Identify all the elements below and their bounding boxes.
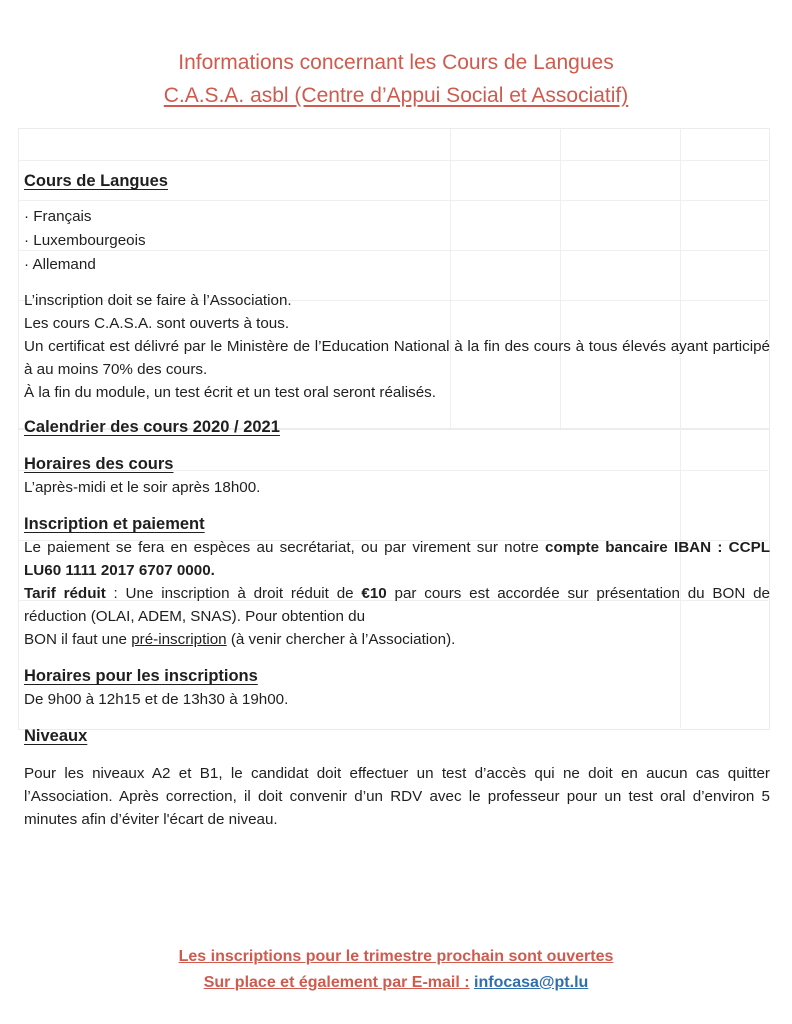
tarif-text-b: par cours est accordée sur présentation du BON de réduction (OLAI, ADEM, SNAS). Pour obtention du xyxy=(24,585,770,625)
section-title-inscription: Inscription et paiement xyxy=(24,515,205,533)
hours-text: L’après-midi et le soir après 18h00. xyxy=(24,479,261,496)
iban-text: compte bancaire IBAN : CCPL LU60 1111 2017 6707 0000. xyxy=(24,539,770,579)
courses-line: L’inscription doit se faire à l’Association. xyxy=(24,292,292,309)
courses-paragraph xyxy=(24,289,770,404)
footer-contact xyxy=(0,970,792,996)
list-item: · Luxembourgeois xyxy=(24,229,770,253)
ghost-line xyxy=(18,160,768,161)
list-item: · Allemand xyxy=(24,253,770,277)
bon-line xyxy=(24,628,770,651)
tarif-text-a: : Une inscription à droit réduit de xyxy=(105,585,362,602)
footer-contact-label: Sur place et également par E-mail : xyxy=(203,974,470,991)
list-item: · Français xyxy=(24,205,770,229)
tarif-amount: €10 xyxy=(361,585,387,602)
bon-text-b: (à venir chercher à l’Association). xyxy=(226,631,456,648)
courses-line: Un certificat est délivré par le Ministère de l’Education National à la fin des cours à tous élevés ayant participé à au moins 70% des cours. xyxy=(24,338,770,378)
section-title-registration-hours: Horaires pour les inscriptions xyxy=(24,667,258,685)
email-link[interactable]: infocasa@pt.lu xyxy=(474,974,589,991)
levels-text: Pour les niveaux A2 et B1, le candidat doit effectuer un test d’accès qui ne doit en aucun cas quitter l’Association. Après correction, il doit convenir d’un RDV avec le professeur pour un test oral d’environ 5 minutes afin d’éviter l'écart de niveau. xyxy=(24,765,770,828)
courses-line: À la fin du module, un test écrit et un test oral seront réalisés. xyxy=(24,384,436,401)
courses-line: Les cours C.A.S.A. sont ouverts à tous. xyxy=(24,315,290,332)
section-title-courses: Cours de Langues xyxy=(24,172,168,190)
payment-text: Le paiement se fera en espèces au secrétariat, ou par virement sur notre xyxy=(24,539,546,556)
tarif-paragraph xyxy=(24,582,770,628)
pre-inscription-text: pré-inscription xyxy=(131,631,227,648)
section-title-hours: Horaires des cours xyxy=(24,455,174,473)
payment-paragraph xyxy=(24,536,770,582)
section-title-levels: Niveaux xyxy=(24,727,88,745)
footer-announcement: Les inscriptions pour le trimestre prochain sont ouvertes xyxy=(178,948,614,965)
page-title: Informations concernant les Cours de Langues xyxy=(178,51,614,74)
main-content xyxy=(24,170,770,831)
section-title-calendar: Calendrier des cours 2020 / 2021 xyxy=(24,418,280,436)
tarif-label: Tarif réduit xyxy=(24,585,106,602)
page-subtitle: C.A.S.A. asbl (Centre d’Appui Social et Associatif) xyxy=(163,84,629,107)
registration-hours-text: De 9h00 à 12h15 et de 13h30 à 19h00. xyxy=(24,691,289,708)
bon-text-a: BON il faut une xyxy=(24,631,132,648)
course-list xyxy=(24,205,770,277)
